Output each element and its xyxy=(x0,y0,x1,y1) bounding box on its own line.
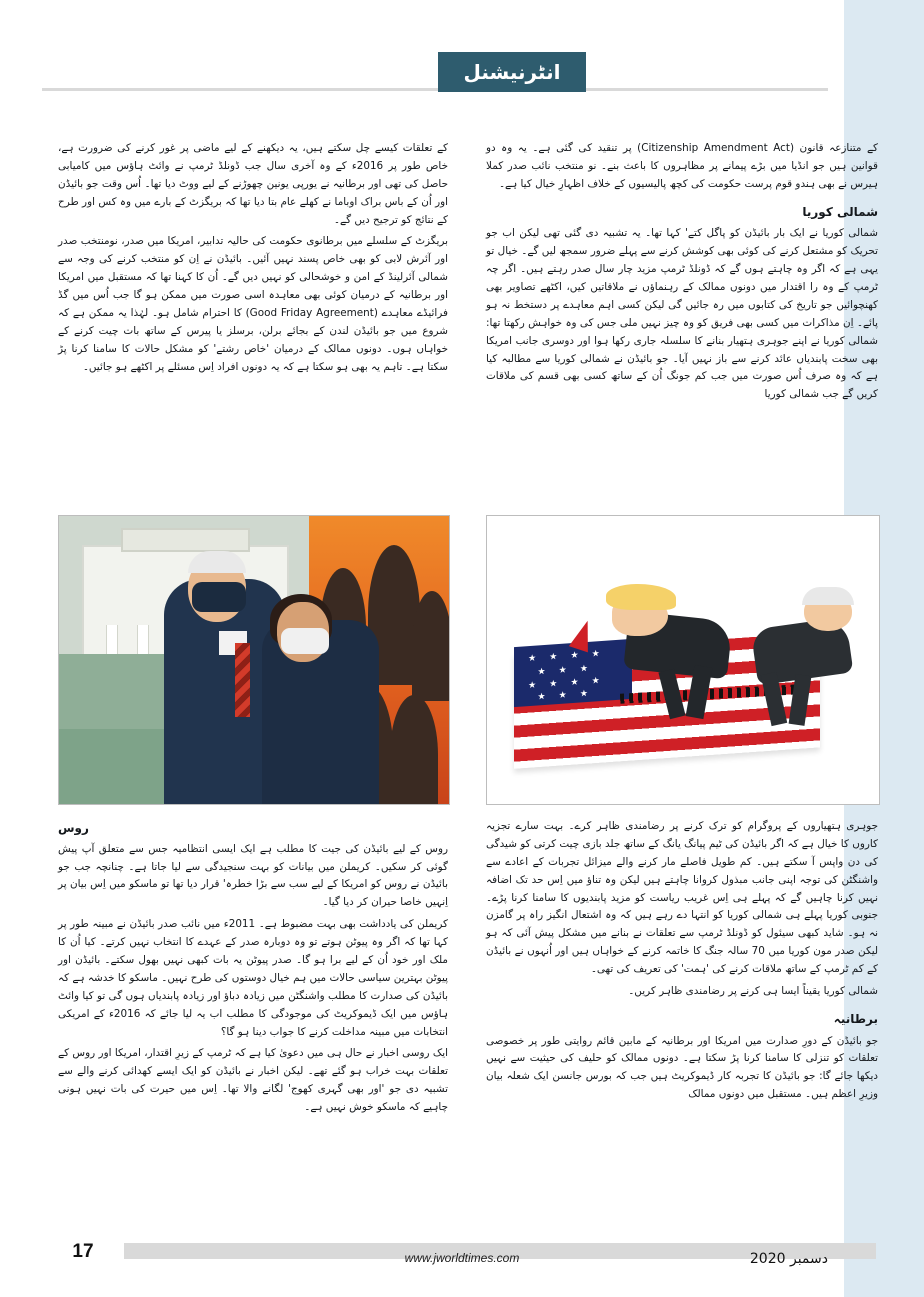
right-column-top xyxy=(486,140,878,408)
paragraph: شمالی کوریا نے ایک بار بائیڈن کو پاگل کتے' کہا تھا۔ یہ تشبیہ دی گئی تھی لیکن اب جو تحریک کو مشتعل کرنے کی کوئی بھی کوشش کرنے سے پہلے ضرور سمجھ لیں گے۔ خیال تو یہی ہے کہ اگر وہ چاہتے ہوں گے کہ ڈونلڈ ٹرمپ مزید چار سال صدر رہتے ہیں۔ اگر چہ ٹرمپ کے وہ را اقتدار میں دونوں ممالک کے رہنماؤں نے ملاقاتیں کیں، اکٹھے تصاویر بھی کھنچوائیں جو تاریخ کی کتابوں میں رہ جائیں گی لیکن کسی اہم معاہدے پر دستخط نہ ہو پائے۔ اِن مذاکرات میں کسی بھی فریق کو وہ چیز نہیں ملی جس کی وہ خواہش رکھتا تھا: شمالی کوریا نے اپنے جوہری ہتھیار بنانے کا سلسلہ جاری رکھا ہوا اور دوسری جانب امریکا بھی سخت پابندیاں عائد کرنے سے باز نہیں آیا۔ جو بائیڈن نے شمالی کوریا سے مطالبہ کیا ہے کہ وہ صرف اُس صورت میں جب کم جونگ اُن کے ساتھ کسی بھی قسم کی ملاقات کریں گے جب شمالی کوریا xyxy=(486,227,878,401)
footer-url[interactable]: www.jworldtimes.com xyxy=(404,1251,520,1265)
byline-russia: روس xyxy=(58,821,89,835)
left-column-top xyxy=(58,140,448,381)
right-column-bottom xyxy=(486,818,878,1108)
paragraph: کے تعلقات کیسے چل سکتے ہیں، یہ دیکھنے کے لیے ماضی پر غور کرنے کی ضرورت ہے، خاص طور پر 2016ء کے وہ آخری سال جب ڈونلڈ ٹرمپ نے وائٹ ہاؤس میں کامیابی حاصل کی تھی اور برطانیہ نے یورپی یونین چھوڑنے کے لیے ووٹ دیا تھا۔ اُس وقت جو بائیڈن اور اُن کے باس براک اوباما نے کھلے عام بتا دیا تھا کہ بریگزٹ کے بارے میں وہ کس اور طرح کے نتائج کو ترجیح دیں گے۔ xyxy=(58,142,448,226)
paragraph: بریگزٹ کے سلسلے میں برطانوی حکومت کی حالیہ تدابیر، امریکا میں صدر، نومنتخب صدر اور آئرش لابی کو بھی خاص پسند نہیں آئیں۔ بائیڈن نے اِن کو منتخب کرنے کی وجہ سے شمالی آئرلینڈ کے امن و خوشحالی کو نہیں دیں گے۔ اُن کا کہنا تھا کہ مستقبل میں امریکا اور برطانیہ کے درمیان کوئی بھی معاہدہ اسی صورت میں ممکن ہو گا جب اُس میں گڈ فرائیڈے معاہدے (Good Friday Agreement) کا احترام شامل ہو۔ لہٰذا یہ ممکن ہے کہ شروع میں جو بائیڈن لندن کے بجائے برلن، برسلز یا پیرس کے ساتھ بات چیت کرنے کے خواہاں ہوں۔ دونوں ممالک کے درمیان 'خاص رشتے' کو مشکل حالات کا سامنا کرنا پڑ سکتا ہے۔ تاہم یہ بھی ہو سکتا ہے کہ یہ دونوں افراد اِس مسئلے پر اکٹھے ہو جائیں۔ xyxy=(58,235,448,373)
subheading-north-korea: شمالی کوریا xyxy=(802,204,878,219)
paragraph: جوہری ہتھیاروں کے پروگرام کو ترک کرنے پر رضامندی ظاہر کرے۔ بہت سارے تجزیہ کاروں کا خیال ہے کہ اگر بائیڈن کی ٹیم پیانگ یانگ کے ساتھ جلد بازی چیت کرتی کو شیدگی کی دن واپس آ سکتے ہیں۔ کم طویل فاصلے مار کرنے والے میزائل تجربات کے اعادے سے واشنگٹن کی توجہ اپنی جانب مبذول کروانا چاہتے ہیں لیکن وہ تناؤ میں اِس حد تک اضافہ نہیں کرنا چاہیں گے کہ پہلے ہی اِس غریب ریاست کو مزید پابندیوں کا سامنا کرنا پڑے۔ جنوبی کوریا پہلے ہی شمالی کوریا کو انتہا دے رہے ہیں کہ وہ اشتعال انگیز راہ پر گامزن نہ ہو۔ شاید کبھی سیئول کو ڈونلڈ ٹرمپ سے تعلقات نے بنانے میں مشکل پیش آئی کہ ہو لیکن صدر مون کوریا میں 70 سالہ جنگ کا خاتمہ کرنے کے خواہاں ہیں اور اُنہوں نے بائیڈن کے کم ٹرمپ کے ساتھ ملاقات کرنے کی 'ہمت' کی تعریف کی تھی۔ xyxy=(486,820,879,976)
paragraph: ایک روسی اخبار نے حال ہی میں دعویٰ کیا ہے کہ ٹرمپ کے زیرِ اقتدار، امریکا اور روس کے تعلقات بہت خراب ہو گئے تھے۔ لیکن اخبار نے بائیڈن کو ایک ایسے کھدائی کرنے والے سے تشبیہ دی جو 'اور بھی گہری کھوج' لگانے والا تھا۔ اِس میں حیرت کی بات نہیں ہونی چاہیے کہ ماسکو خوش نہیں ہے۔ xyxy=(58,1047,448,1114)
paragraph: کریملن کی یادداشت بھی بہت مضبوط ہے۔ 2011ء میں نائب صدر بائیڈن نے مبینہ طور پر کہا تھا کہ اگر وہ پیوٹن ہوتے تو وہ دوبارہ صدر کے عہدے کا انتخاب نہیں کرتے۔ کیا اُن کا ملک اور خود اُن کے لیے برا ہو گا۔ صدر پیوٹن یہ بات کبھی نہیں بھول سکتے۔ بائیڈن اور پیوٹن بہترین سیاسی حالات میں ہم خیال دوستوں کی طرح نہیں۔ ماسکو کا خدشہ ہے کہ بائیڈن کی صدارت کا مطلب واشنگٹن میں زیادہ دباؤ اور زیادہ پابندیاں ہوں گی تو کیا وائٹ ہاؤس میں ایک ڈیموکریٹ کی موجودگی کا مطلب اب یہ لیا جائے کہ 2016ء کے امریکی انتخابات میں مبینہ مداخلت کرنے کا جواب دینا ہو گا؟ xyxy=(58,918,449,1038)
header-divider xyxy=(42,88,828,91)
section-tab-label: انٹرنیشنل xyxy=(463,60,561,84)
biden-harris-illustration xyxy=(58,515,450,805)
section-tab xyxy=(438,52,586,92)
subheading-britain: برطانیہ xyxy=(833,1011,878,1026)
left-column-bottom xyxy=(58,818,448,1121)
footer-date: دسمبر 2020 xyxy=(749,1251,828,1267)
page-footer xyxy=(0,1233,924,1297)
paragraph: روس کے لیے بائیڈن کی جیت کا مطلب ہے ایک ایسی انتظامیہ جس سے متعلق آپ پیش گوئی کر سکیں۔ کریملن میں بیانات کو بہت سنجیدگی سے لیا جاتا ہے۔ چنانچہ جب جو بائیڈن نے روس کو امریکا کے لیے سب سے بڑا خطرہ' قرار دیا تھا تو ماسکو میں اِس بیان پر اِنہیں خاصا حیران کر دیا گیا۔ xyxy=(58,842,448,909)
paragraph: کے متنازعہ قانون (Citizenship Amendment Act) پر تنقید کی گئی ہے۔ یہ وہ دو قوانین ہیں جو انڈیا میں بڑے پیمانے پر مظاہروں کا باعث بنے۔ نو منتخب نائب صدر کملا ہیرس نے بھی ہندو قوم پرست حکومت کی کچھ پالیسیوں کے خلاف اظہارِ خیال کیا ہے۔ xyxy=(486,142,878,190)
trump-biden-flag-cartoon: ★ ★ ★ ★ ★ ★ ★ ★ ★ ★ ★ ★ ★ ★ xyxy=(486,515,880,805)
page-number: 17 xyxy=(72,1241,94,1262)
paragraph: شمالی کوریا یقیناً ایسا ہی کرنے پر رضامندی ظاہر کریں۔ xyxy=(628,985,878,998)
page-left-margin xyxy=(0,0,18,1297)
paragraph: جو بائیڈن کے دورِ صدارت میں امریکا اور برطانیہ کے مابین قائم روایتی طور پر خصوصی تعلقات کو تنزلی کا سامنا کرنا پڑ سکتا ہے۔ دونوں ممالک کو حلیف کی حیثیت سے نہیں دیکھا جائے گا: جو بائیڈن کا تجربہ کار ڈیموکریٹ ہیں جب کہ بورس جانسن ایک شعلہ بیان وزیرِ اعظم ہیں۔ مستقبل میں دونوں ممالک xyxy=(486,1034,878,1101)
